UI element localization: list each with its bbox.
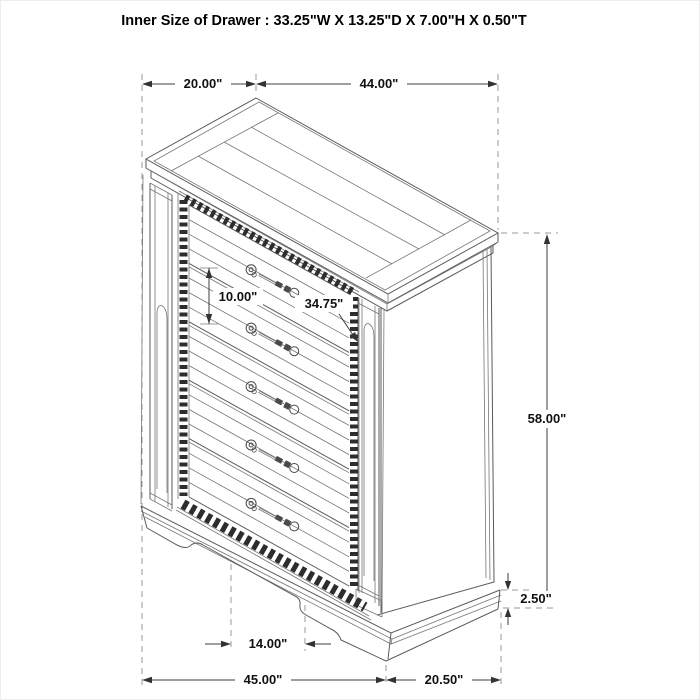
dim-label-top-width: 44.00": [359, 76, 399, 91]
dim-label-overall-height: 58.00": [527, 411, 567, 426]
drawer-stack: [189, 205, 349, 586]
dim-label-drawer-height: 10.00": [218, 289, 258, 304]
dim-drawer-width-leader: [295, 295, 358, 342]
left-pilaster: [150, 183, 172, 511]
dim-top: [142, 76, 498, 92]
dim-apron-width: [205, 635, 331, 652]
dim-base-height: [505, 573, 559, 625]
base: [141, 506, 501, 661]
chest-drawing: [141, 98, 501, 661]
drawer-pull: [246, 382, 299, 415]
drawer-pull: [246, 440, 299, 473]
dim-label-drawer-width: 34.75": [304, 296, 344, 311]
dim-label-bottom-width: 45.00": [243, 672, 283, 687]
dim-label-apron-width: 14.00": [248, 636, 288, 651]
right-pilaster: [356, 297, 382, 617]
drawer-pull: [246, 498, 299, 531]
dim-label-base-height: 2.50": [520, 591, 552, 606]
chest-illustration: [1, 1, 700, 700]
dim-label-top-depth: 20.00": [183, 76, 223, 91]
dim-bottom: [142, 671, 501, 688]
dim-label-bottom-depth: 20.50": [424, 672, 464, 687]
dim-overall-height: [518, 234, 576, 605]
rope-molding: [176, 191, 371, 620]
drawer-pull: [246, 323, 299, 356]
dim-drawer-height: [200, 268, 263, 324]
left-back-edge: [141, 175, 143, 504]
side-panel: [377, 247, 494, 615]
page-title: Inner Size of Drawer : 33.25"W X 13.25"D X 7.00"H X 0.50"T: [121, 13, 527, 29]
